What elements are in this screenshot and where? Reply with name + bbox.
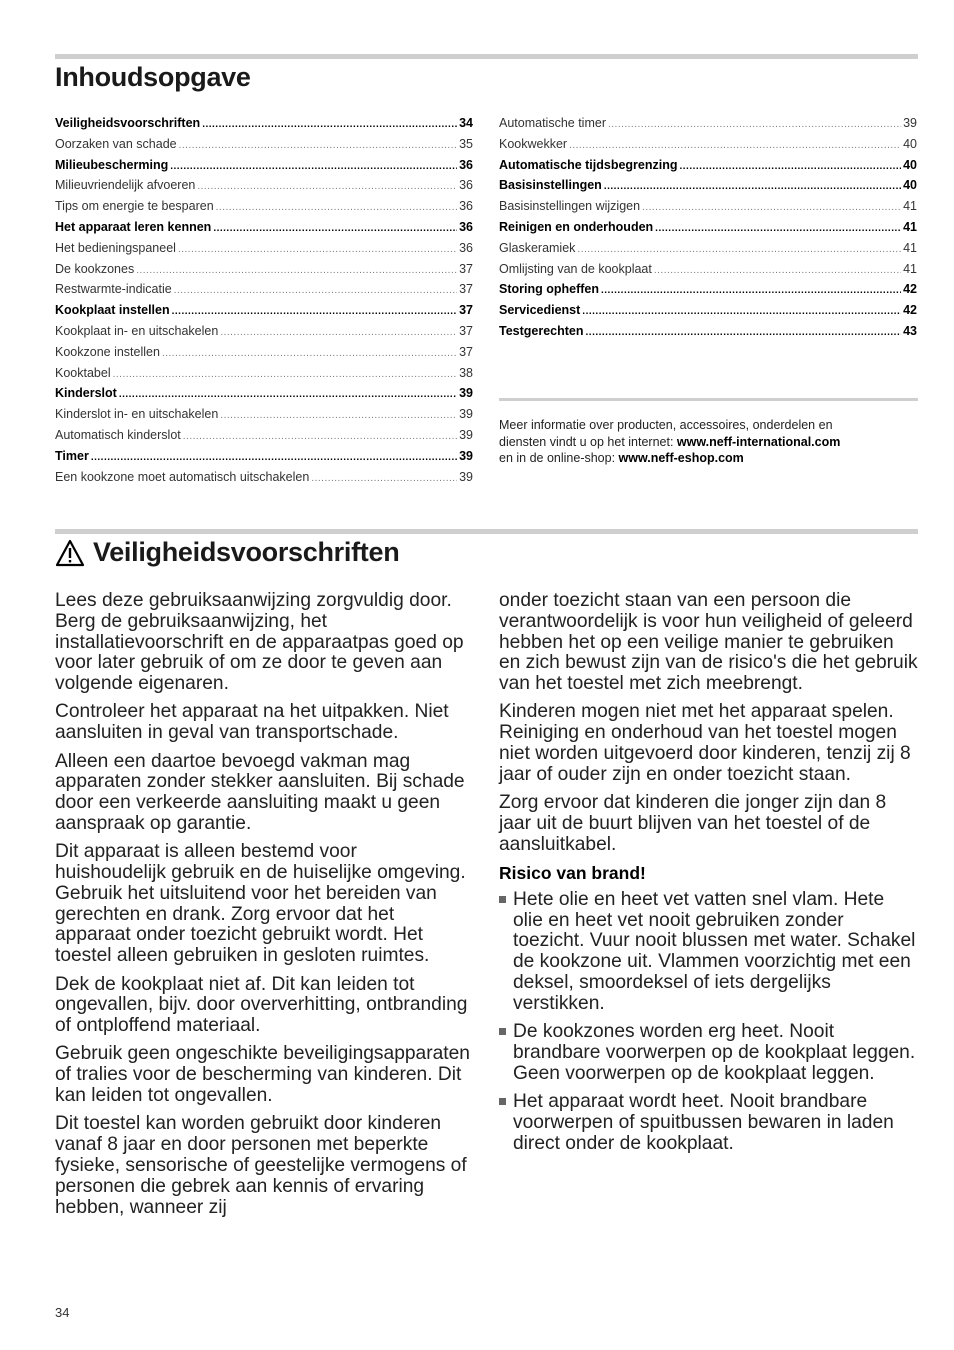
safety-paragraph: Dit apparaat is alleen bestemd voor huishoudelijk gebruik en de huiselijke omgeving. Gebruik het uitsluitend voor het bereiden van gerechten en drank. Zorg ervoor dat het apparaat onder toezicht gebruikt wordt. Het toestel alleen gebruiken in gesloten ruimtes.	[55, 841, 466, 967]
toc-entry[interactable]	[499, 220, 917, 241]
toc-entry[interactable]	[499, 116, 917, 137]
website-link[interactable]: www.neff-international.com	[676, 434, 841, 449]
toc-entry-page: 40	[903, 178, 917, 193]
toc-entry-title: Restwarmte-indicatie	[55, 282, 172, 297]
toc-leader-dots	[220, 324, 457, 338]
toc-entry-title: Automatische tijdsbegrenzing	[499, 157, 678, 172]
toc-leader-dots	[608, 116, 901, 130]
warning-icon	[55, 539, 85, 567]
safety-left-column	[55, 591, 470, 1226]
toc-entry-title: Het apparaat leren kennen	[55, 219, 212, 234]
toc-entry[interactable]	[55, 386, 473, 407]
toc-entry[interactable]	[499, 262, 917, 283]
toc-entry[interactable]	[499, 303, 917, 324]
safety-paragraph: Zorg ervoor dat kinderen die jonger zijn dan 8 jaar uit de buurt blijven van het toestel of de aansluitkabel.	[499, 792, 887, 855]
toc-entry[interactable]	[499, 158, 917, 179]
toc-entry-page: 41	[903, 219, 917, 234]
safety-title	[55, 537, 399, 568]
toc-leader-dots	[197, 178, 457, 192]
toc-leader-dots	[582, 303, 901, 317]
toc-leader-dots	[680, 158, 902, 172]
toc-entry[interactable]	[499, 137, 917, 158]
toc-entry-page: 38	[459, 365, 473, 380]
toc-entry-title: Kookplaat in- en uitschakelen	[55, 323, 219, 338]
toc-leader-dots	[91, 449, 457, 463]
toc-entry-page: 42	[903, 282, 917, 297]
toc-entry-page: 42	[903, 303, 917, 318]
toc-entry-title: Kooktabel	[55, 365, 111, 380]
toc-leader-dots	[655, 220, 901, 234]
section-divider	[55, 529, 918, 534]
bullet-item	[499, 1092, 919, 1154]
toc-leader-dots	[202, 116, 457, 130]
toc-entry-title: Een kookzone moet automatisch uitschakelen	[55, 469, 310, 484]
toc-leader-dots	[162, 345, 457, 359]
safety-right-column	[499, 591, 919, 1162]
toc-entry-page: 37	[459, 261, 473, 276]
toc-entry[interactable]	[55, 220, 473, 241]
toc-entry[interactable]	[55, 324, 473, 345]
safety-title-text: Veiligheidsvoorschriften	[93, 537, 400, 567]
toc-entry[interactable]	[499, 282, 917, 303]
toc-entry-title: Tips om energie te besparen	[55, 199, 214, 214]
toc-entry[interactable]	[55, 282, 473, 303]
toc-entry[interactable]	[55, 262, 473, 283]
safety-paragraph: Dit toestel kan worden gebruikt door kinderen vanaf 8 jaar en door personen met beperkte fysieke, sensorische of geestelijke vermogens of personen die gebrek aan kennis of ervaring hebben, wanneer zij	[55, 1113, 467, 1218]
toc-entry-page: 43	[903, 323, 917, 338]
toc-entry-title: Oorzaken van schade	[55, 136, 177, 151]
toc-entry-page: 35	[459, 136, 473, 151]
toc-leader-dots	[172, 303, 457, 317]
toc-leader-dots	[183, 428, 457, 442]
toc-entry-title: De kookzones	[55, 261, 135, 276]
toc-entry-page: 39	[459, 407, 473, 422]
toc-entry-title: Automatische timer	[499, 116, 606, 130]
toc-entry-title: Veiligheidsvoorschriften	[55, 116, 201, 130]
toc-title: Inhoudsopgave	[55, 62, 251, 92]
safety-paragraph: Alleen een daartoe bevoegd vakman mag apparaten zonder stekker aansluiten. Bij schade door een verkeerde aansluiting maakt u geen aanspraak op garantie.	[55, 750, 465, 834]
toc-entry-page: 39	[459, 469, 473, 484]
safety-paragraph: Gebruik geen ongeschikte beveiligingsapparaten of tralies voor de bescherming van kinderen. Dit kan leiden tot ongevallen.	[55, 1043, 470, 1107]
toc-entry[interactable]	[55, 303, 473, 324]
toc-entry[interactable]	[499, 178, 917, 199]
toc-entry-page: 36	[459, 157, 473, 172]
toc-entry-page: 40	[903, 136, 917, 151]
toc-entry-page: 36	[459, 240, 473, 255]
toc-entry-title: Kookwekker	[499, 136, 568, 151]
info-line: diensten vindt u op het internet:	[499, 434, 677, 449]
toc-entry-title: Testgerechten	[499, 323, 584, 338]
toc-leader-dots	[216, 199, 457, 213]
toc-entry-title: Omlijsting van de kookplaat	[499, 261, 652, 276]
toc-entry-page: 39	[459, 386, 473, 401]
bullet-text: De kookzones worden erg heet. Nooit brandbare voorwerpen op de kookplaat leggen. Geen voorwerpen op de kookplaat leggen.	[513, 1021, 916, 1084]
toc-entry-page: 39	[459, 448, 473, 463]
safety-paragraph: Kinderen mogen niet met het apparaat spelen. Reiniging en onderhoud van het toestel mogen niet worden uitgevoerd door kinderen, tenzij zij 8 jaar of ouder zijn en onder toezicht staan.	[499, 701, 911, 785]
toc-entry-title: Kinderslot in- en uitschakelen	[55, 407, 219, 422]
toc-leader-dots	[604, 178, 901, 192]
toc-entry[interactable]	[55, 158, 473, 179]
toc-leader-dots	[174, 282, 457, 296]
toc-leader-dots	[311, 470, 457, 484]
page-number: 34	[55, 1305, 70, 1320]
toc-entry-page: 37	[459, 344, 473, 359]
toc-entry[interactable]	[499, 324, 917, 345]
toc-entry[interactable]	[55, 366, 473, 387]
toc-entry[interactable]	[55, 449, 473, 470]
info-line: Meer informatie over producten, accessoires, onderdelen en	[499, 418, 833, 432]
toc-entry[interactable]	[55, 470, 473, 491]
toc-leader-dots	[577, 241, 901, 255]
bullet-item	[499, 890, 919, 1015]
safety-paragraph: Controleer het apparaat na het uitpakken. Niet aansluiten in geval van transportschade.	[55, 701, 449, 744]
toc-right-column	[499, 116, 917, 345]
info-block	[499, 417, 919, 467]
toc-entry-page: 39	[459, 427, 473, 442]
toc-leader-dots	[178, 241, 457, 255]
toc-entry[interactable]	[55, 199, 473, 220]
toc-entry[interactable]	[499, 241, 917, 262]
bullet-text: Hete olie en heet vet vatten snel vlam. Hete olie en heet vet nooit gebruiken zonder toezicht. Vuur nooit blussen met water. Schakel de kookzone uit. Vlammen voorzichtig met een deksel, smoordeksel of iets dergelijks verstikken.	[513, 888, 916, 1014]
info-divider	[499, 398, 918, 401]
safety-paragraph: onder toezicht staan van een persoon die verantwoordelijk is voor hun veiligheid of geleerd hebben het op een veilige manier te gebruiken en zich bewust zijn van de risico's die het gebruik van het toestel met zich meebrengt.	[499, 590, 918, 695]
toc-entry-title: Kookplaat instellen	[55, 303, 170, 318]
toc-entry[interactable]	[55, 428, 473, 449]
toc-entry-title: Kinderslot	[55, 386, 117, 401]
safety-paragraph: Lees deze gebruiksaanwijzing zorgvuldig door. Berg de gebruiksaanwijzing, het installatievoorschrift en de apparaatpas goed op voor later gebruik of om ze door te geven aan volgende eigenaren.	[55, 590, 464, 695]
bullet-item	[499, 1022, 919, 1084]
bullet-square-icon	[499, 890, 513, 1015]
toc-entry-title: Servicedienst	[499, 303, 581, 318]
toc-leader-dots	[113, 366, 457, 380]
toc-entry-page: 41	[903, 199, 917, 214]
toc-entry-page: 36	[459, 178, 473, 193]
toc-leader-dots	[654, 262, 901, 276]
toc-entry-page: 36	[459, 199, 473, 214]
fire-risk-heading: Risico van brand!	[499, 863, 646, 884]
bullet-square-icon	[499, 1022, 513, 1084]
toc-leader-dots	[213, 220, 457, 234]
toc-entry-page: 37	[459, 282, 473, 297]
toc-entry-page: 39	[903, 116, 917, 130]
toc-entry[interactable]	[55, 116, 473, 137]
toc-entry-title: Glaskeramiek	[499, 240, 576, 255]
toc-entry-page: 37	[459, 323, 473, 338]
toc-entry-title: Automatisch kinderslot	[55, 427, 181, 442]
toc-entry[interactable]	[499, 199, 917, 220]
toc-leader-dots	[136, 262, 457, 276]
toc-entry-page: 36	[459, 219, 473, 234]
toc-entry-title: Basisinstellingen	[499, 178, 602, 193]
toc-entry-title: Reinigen en onderhouden	[499, 219, 654, 234]
bullet-square-icon	[499, 1092, 513, 1154]
toc-entry[interactable]	[55, 137, 473, 158]
toc-leader-dots	[179, 137, 457, 151]
toc-leader-dots	[642, 199, 901, 213]
toc-entry-page: 34	[459, 116, 473, 130]
toc-entry-page: 37	[459, 303, 473, 318]
toc-entry-title: Kookzone instellen	[55, 344, 160, 359]
toc-entry-title: Basisinstellingen wijzigen	[499, 199, 641, 214]
toc-entry[interactable]	[55, 407, 473, 428]
safety-paragraph: Dek de kookplaat niet af. Dit kan leiden tot ongevallen, bijv. door oververhitting, ontbranding of ontploffend materiaal.	[55, 973, 468, 1037]
toc-leader-dots	[601, 282, 901, 296]
toc-left-column	[55, 116, 473, 490]
toc-entry-page: 41	[903, 261, 917, 276]
toc-entry[interactable]	[55, 178, 473, 199]
toc-entry-page: 40	[903, 157, 917, 172]
toc-entry-page: 41	[903, 240, 917, 255]
toc-entry-title: Storing opheffen	[499, 282, 599, 297]
toc-leader-dots	[586, 324, 902, 338]
toc-entry-title: Het bedieningspaneel	[55, 240, 176, 255]
toc-entry-title: Timer	[55, 448, 89, 463]
toc-leader-dots	[569, 137, 901, 151]
toc-entry[interactable]	[55, 345, 473, 366]
toc-entry-title: Milieuvriendelijk afvoeren	[55, 178, 196, 193]
shop-link[interactable]: www.neff-eshop.com	[618, 451, 744, 465]
info-line: en in de online-shop:	[499, 451, 619, 465]
toc-leader-dots	[119, 386, 457, 400]
toc-entry[interactable]	[55, 241, 473, 262]
top-divider	[55, 54, 918, 59]
toc-entry-title: Milieubescherming	[55, 157, 169, 172]
bullet-text: Het apparaat wordt heet. Nooit brandbare voorwerpen of spuitbussen bewaren in laden direct onder de kookplaat.	[513, 1091, 894, 1154]
toc-leader-dots	[220, 407, 457, 421]
toc-leader-dots	[170, 158, 457, 172]
